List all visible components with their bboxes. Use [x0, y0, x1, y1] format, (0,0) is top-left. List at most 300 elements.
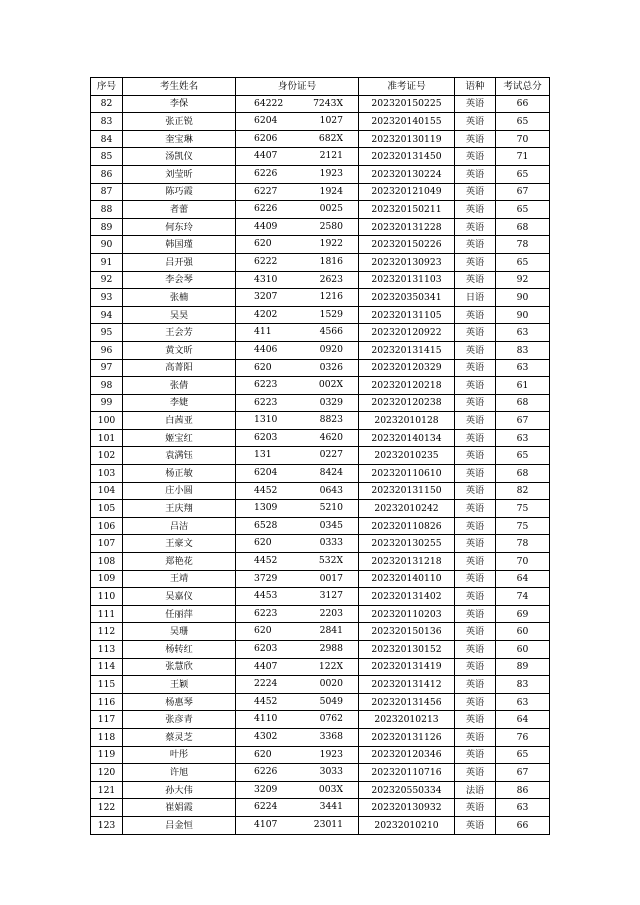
- cell-no: 123: [91, 816, 123, 834]
- cell-no: 88: [91, 201, 123, 219]
- table-row: [91, 553, 550, 571]
- cell-id: [236, 271, 359, 289]
- cell-score: 78: [496, 236, 550, 254]
- cell-no: 84: [91, 130, 123, 148]
- cell-score: 66: [496, 95, 550, 113]
- cell-name: 姬宝红: [123, 429, 236, 447]
- cell-no: 97: [91, 359, 123, 377]
- cell-lang: 英语: [455, 482, 496, 500]
- cell-lang: 英语: [455, 799, 496, 817]
- cell-name: 吕开强: [123, 253, 236, 271]
- cell-lang: 英语: [455, 218, 496, 236]
- table-row: [91, 95, 550, 113]
- id-visible-tail: 0762: [319, 713, 343, 725]
- cell-id: [236, 535, 359, 553]
- id-visible-head: 6227: [254, 185, 278, 197]
- id-visible-tail: 003X: [318, 783, 343, 795]
- id-visible-tail: 0920: [319, 343, 343, 355]
- cell-lang: 英语: [455, 816, 496, 834]
- cell-exam: 202320150136: [359, 623, 455, 641]
- cell-id: [236, 183, 359, 201]
- header-exam: 准考证号: [359, 78, 455, 96]
- id-visible-tail: 682X: [318, 132, 343, 144]
- cell-exam: 202320131228: [359, 218, 455, 236]
- cell-name: 李保: [123, 95, 236, 113]
- id-visible-tail: 8424: [319, 467, 343, 479]
- cell-score: 64: [496, 711, 550, 729]
- cell-name: 黄文昕: [123, 341, 236, 359]
- id-visible-tail: 002X: [318, 379, 343, 391]
- cell-exam: 202320131150: [359, 482, 455, 500]
- cell-score: 65: [496, 113, 550, 131]
- cell-lang: 英语: [455, 236, 496, 254]
- table-row: [91, 728, 550, 746]
- table-row: [91, 482, 550, 500]
- cell-name: 庄小圆: [123, 482, 236, 500]
- cell-exam: 202320131105: [359, 306, 455, 324]
- cell-lang: 英语: [455, 693, 496, 711]
- cell-no: 115: [91, 676, 123, 694]
- id-visible-head: 6206: [254, 132, 278, 144]
- cell-score: 69: [496, 605, 550, 623]
- id-visible-tail: 4566: [319, 326, 343, 338]
- cell-name: 杨正敏: [123, 465, 236, 483]
- cell-score: 71: [496, 148, 550, 166]
- cell-exam: 20232010235: [359, 447, 455, 465]
- cell-exam: 202320131450: [359, 148, 455, 166]
- id-visible-tail: 7243X: [313, 97, 343, 109]
- id-visible-tail: 1816: [319, 255, 343, 267]
- cell-id: [236, 289, 359, 307]
- cell-no: 111: [91, 605, 123, 623]
- cell-id: [236, 394, 359, 412]
- cell-no: 105: [91, 500, 123, 518]
- table-row: [91, 781, 550, 799]
- cell-no: 119: [91, 746, 123, 764]
- id-visible-tail: 2623: [319, 273, 343, 285]
- cell-name: 许旭: [123, 764, 236, 782]
- id-visible-head: 620: [254, 361, 272, 373]
- id-visible-head: 3729: [254, 572, 278, 584]
- id-visible-head: 4407: [254, 660, 278, 672]
- cell-no: 122: [91, 799, 123, 817]
- id-visible-head: 6204: [254, 467, 278, 479]
- id-visible-head: 4409: [254, 220, 278, 232]
- id-visible-tail: 5049: [319, 695, 343, 707]
- cell-score: 68: [496, 218, 550, 236]
- table-row: [91, 535, 550, 553]
- cell-id: [236, 500, 359, 518]
- cell-name: 杨转红: [123, 641, 236, 659]
- table-row: [91, 447, 550, 465]
- cell-no: 90: [91, 236, 123, 254]
- cell-no: 87: [91, 183, 123, 201]
- cell-exam: 202320110610: [359, 465, 455, 483]
- header-score: 考试总分: [496, 78, 550, 96]
- cell-exam: 202320130119: [359, 130, 455, 148]
- cell-no: 82: [91, 95, 123, 113]
- cell-score: 63: [496, 324, 550, 342]
- cell-no: 117: [91, 711, 123, 729]
- cell-name: 王靖: [123, 570, 236, 588]
- header-lang: 语种: [455, 78, 496, 96]
- cell-no: 107: [91, 535, 123, 553]
- cell-score: 90: [496, 306, 550, 324]
- id-visible-head: 1310: [254, 414, 278, 426]
- cell-lang: 英语: [455, 165, 496, 183]
- cell-score: 67: [496, 412, 550, 430]
- id-visible-head: 6203: [254, 431, 278, 443]
- id-visible-tail: 0643: [319, 484, 343, 496]
- id-visible-tail: 2203: [319, 607, 343, 619]
- cell-no: 94: [91, 306, 123, 324]
- cell-lang: 英语: [455, 465, 496, 483]
- cell-no: 92: [91, 271, 123, 289]
- cell-exam: 202320130255: [359, 535, 455, 553]
- id-visible-head: 4406: [254, 343, 278, 355]
- cell-exam: 202320130152: [359, 641, 455, 659]
- cell-lang: 英语: [455, 553, 496, 571]
- table-row: [91, 623, 550, 641]
- cell-id: [236, 764, 359, 782]
- id-visible-tail: 0326: [319, 361, 343, 373]
- table-row: [91, 500, 550, 518]
- id-visible-tail: 0345: [319, 519, 343, 531]
- cell-no: 100: [91, 412, 123, 430]
- id-visible-tail: 0333: [319, 537, 343, 549]
- cell-exam: 202320120218: [359, 377, 455, 395]
- cell-lang: 英语: [455, 728, 496, 746]
- cell-id: [236, 306, 359, 324]
- cell-lang: 英语: [455, 764, 496, 782]
- id-visible-tail: 1529: [319, 308, 343, 320]
- cell-lang: 英语: [455, 570, 496, 588]
- cell-no: 102: [91, 447, 123, 465]
- cell-exam: 202320120922: [359, 324, 455, 342]
- id-visible-tail: 1922: [319, 238, 343, 250]
- cell-name: 奎宝琳: [123, 130, 236, 148]
- table-row: [91, 218, 550, 236]
- cell-score: 78: [496, 535, 550, 553]
- cell-id: [236, 517, 359, 535]
- table-row: [91, 676, 550, 694]
- cell-exam: 202320131218: [359, 553, 455, 571]
- cell-no: 104: [91, 482, 123, 500]
- cell-id: [236, 588, 359, 606]
- cell-lang: 英语: [455, 95, 496, 113]
- cell-no: 89: [91, 218, 123, 236]
- table-row: [91, 183, 550, 201]
- cell-lang: 英语: [455, 377, 496, 395]
- cell-exam: 202320131419: [359, 658, 455, 676]
- table-row: [91, 816, 550, 834]
- cell-exam: 202320131103: [359, 271, 455, 289]
- cell-name: 张倩: [123, 377, 236, 395]
- cell-id: [236, 658, 359, 676]
- cell-score: 75: [496, 500, 550, 518]
- table-row: [91, 764, 550, 782]
- id-visible-tail: 1216: [319, 291, 343, 303]
- id-visible-tail: 3441: [319, 801, 343, 813]
- cell-exam: 202320140110: [359, 570, 455, 588]
- header-no: 序号: [91, 78, 123, 96]
- cell-name: 袁满钰: [123, 447, 236, 465]
- cell-no: 109: [91, 570, 123, 588]
- cell-score: 83: [496, 341, 550, 359]
- cell-score: 76: [496, 728, 550, 746]
- cell-id: [236, 641, 359, 659]
- id-visible-tail: 5210: [319, 502, 343, 514]
- cell-score: 74: [496, 588, 550, 606]
- table-row: [91, 236, 550, 254]
- id-visible-tail: 2841: [319, 625, 343, 637]
- cell-id: [236, 693, 359, 711]
- table-row: [91, 130, 550, 148]
- cell-lang: 英语: [455, 324, 496, 342]
- cell-name: 孙大伟: [123, 781, 236, 799]
- cell-name: 李会琴: [123, 271, 236, 289]
- table-row: [91, 341, 550, 359]
- id-visible-head: 6203: [254, 643, 278, 654]
- cell-score: 68: [496, 465, 550, 483]
- cell-score: 64: [496, 570, 550, 588]
- id-visible-tail: 4620: [319, 431, 343, 443]
- cell-name: 王颖: [123, 676, 236, 694]
- cell-id: [236, 113, 359, 131]
- id-visible-tail: 3033: [319, 766, 343, 778]
- cell-lang: 英语: [455, 517, 496, 535]
- cell-no: 120: [91, 764, 123, 782]
- table-row: [91, 306, 550, 324]
- cell-id: [236, 377, 359, 395]
- cell-no: 108: [91, 553, 123, 571]
- cell-name: 叶彤: [123, 746, 236, 764]
- cell-lang: 英语: [455, 271, 496, 289]
- cell-id: [236, 218, 359, 236]
- table-row: [91, 394, 550, 412]
- cell-id: [236, 447, 359, 465]
- cell-name: 张楠: [123, 289, 236, 307]
- cell-name: 王会芳: [123, 324, 236, 342]
- cell-score: 65: [496, 447, 550, 465]
- cell-lang: 英语: [455, 746, 496, 764]
- cell-lang: 英语: [455, 641, 496, 659]
- cell-name: 吴昊: [123, 306, 236, 324]
- cell-id: [236, 728, 359, 746]
- table-row: [91, 711, 550, 729]
- cell-name: 郑艳花: [123, 553, 236, 571]
- cell-score: 70: [496, 130, 550, 148]
- cell-name: 韩国瑾: [123, 236, 236, 254]
- cell-exam: 202320131456: [359, 693, 455, 711]
- table-row: [91, 517, 550, 535]
- cell-score: 61: [496, 377, 550, 395]
- cell-score: 83: [496, 676, 550, 694]
- cell-exam: 20232010210: [359, 816, 455, 834]
- id-visible-head: 6226: [254, 766, 278, 778]
- id-visible-tail: 1924: [319, 185, 343, 197]
- cell-no: 113: [91, 641, 123, 659]
- cell-id: [236, 465, 359, 483]
- header-name: 考生姓名: [123, 78, 236, 96]
- cell-exam: 202320130932: [359, 799, 455, 817]
- cell-exam: 202320110826: [359, 517, 455, 535]
- cell-name: 刘莹昕: [123, 165, 236, 183]
- id-visible-tail: 1923: [319, 167, 343, 179]
- id-visible-tail: 2121: [319, 150, 343, 162]
- id-visible-head: 64222: [254, 97, 284, 109]
- cell-id: [236, 605, 359, 623]
- id-visible-tail: 122X: [318, 660, 343, 672]
- cell-no: 99: [91, 394, 123, 412]
- id-visible-head: 6204: [254, 115, 278, 127]
- id-visible-head: 4310: [254, 273, 278, 285]
- cell-exam: 202320131126: [359, 728, 455, 746]
- cell-exam: 202320110716: [359, 764, 455, 782]
- id-visible-head: 6226: [254, 203, 278, 215]
- cell-lang: 英语: [455, 588, 496, 606]
- cell-name: 张彦青: [123, 711, 236, 729]
- cell-exam: 202320150225: [359, 95, 455, 113]
- cell-id: [236, 781, 359, 799]
- cell-id: [236, 95, 359, 113]
- cell-exam: 202320120238: [359, 394, 455, 412]
- id-visible-tail: 0025: [319, 203, 343, 215]
- id-visible-head: 4302: [254, 730, 278, 742]
- cell-exam: 202320130224: [359, 165, 455, 183]
- cell-id: [236, 816, 359, 834]
- cell-exam: 202320120329: [359, 359, 455, 377]
- cell-no: 118: [91, 728, 123, 746]
- id-visible-head: 3209: [254, 783, 278, 795]
- cell-no: 101: [91, 429, 123, 447]
- cell-score: 65: [496, 201, 550, 219]
- cell-id: [236, 553, 359, 571]
- id-visible-head: 6223: [254, 607, 278, 619]
- cell-score: 60: [496, 623, 550, 641]
- cell-exam: 202320150211: [359, 201, 455, 219]
- table-row: [91, 570, 550, 588]
- cell-no: 85: [91, 148, 123, 166]
- cell-lang: 英语: [455, 341, 496, 359]
- cell-exam: 20232010128: [359, 412, 455, 430]
- cell-id: [236, 341, 359, 359]
- id-visible-tail: 2988: [319, 643, 343, 654]
- table-row: [91, 799, 550, 817]
- table-row: [91, 324, 550, 342]
- table-row: [91, 148, 550, 166]
- cell-score: 89: [496, 658, 550, 676]
- cell-lang: 英语: [455, 623, 496, 641]
- cell-name: 吕金恒: [123, 816, 236, 834]
- cell-name: 汤凯仪: [123, 148, 236, 166]
- cell-score: 63: [496, 359, 550, 377]
- cell-exam: 202320120346: [359, 746, 455, 764]
- table-row: [91, 658, 550, 676]
- header-id: 身份证号: [236, 78, 359, 96]
- cell-exam: 20232010213: [359, 711, 455, 729]
- score-table: [90, 77, 550, 835]
- cell-score: 63: [496, 799, 550, 817]
- cell-lang: 英语: [455, 535, 496, 553]
- cell-name: 吕洁: [123, 517, 236, 535]
- id-visible-head: 620: [254, 537, 272, 549]
- cell-id: [236, 746, 359, 764]
- cell-exam: 202320131412: [359, 676, 455, 694]
- cell-lang: 英语: [455, 429, 496, 447]
- cell-exam: 202320110203: [359, 605, 455, 623]
- cell-exam: 202320350341: [359, 289, 455, 307]
- cell-score: 65: [496, 165, 550, 183]
- cell-no: 93: [91, 289, 123, 307]
- cell-lang: 英语: [455, 412, 496, 430]
- id-visible-head: 1309: [254, 502, 278, 514]
- cell-name: 者蕾: [123, 201, 236, 219]
- id-visible-tail: 532X: [318, 555, 343, 567]
- table-row: [91, 465, 550, 483]
- cell-score: 86: [496, 781, 550, 799]
- table-row: [91, 605, 550, 623]
- cell-exam: 202320131402: [359, 588, 455, 606]
- cell-lang: 英语: [455, 359, 496, 377]
- cell-name: 吴珊: [123, 623, 236, 641]
- cell-lang: 英语: [455, 130, 496, 148]
- cell-no: 95: [91, 324, 123, 342]
- id-visible-tail: 0020: [319, 678, 343, 690]
- id-visible-head: 4453: [254, 590, 278, 602]
- cell-score: 68: [496, 394, 550, 412]
- cell-exam: 202320550334: [359, 781, 455, 799]
- cell-name: 何东玲: [123, 218, 236, 236]
- cell-no: 112: [91, 623, 123, 641]
- table-row: [91, 588, 550, 606]
- table-row: [91, 377, 550, 395]
- table-row: [91, 641, 550, 659]
- id-visible-tail: 2580: [319, 220, 343, 232]
- cell-score: 67: [496, 183, 550, 201]
- cell-lang: 英语: [455, 253, 496, 271]
- cell-score: 92: [496, 271, 550, 289]
- cell-score: 63: [496, 429, 550, 447]
- table-row: [91, 429, 550, 447]
- cell-id: [236, 482, 359, 500]
- cell-id: [236, 429, 359, 447]
- id-visible-head: 620: [254, 748, 272, 760]
- cell-name: 吴嘉仪: [123, 588, 236, 606]
- cell-name: 张慧欣: [123, 658, 236, 676]
- cell-id: [236, 359, 359, 377]
- cell-score: 70: [496, 553, 550, 571]
- cell-lang: 英语: [455, 306, 496, 324]
- cell-id: [236, 799, 359, 817]
- cell-id: [236, 412, 359, 430]
- cell-lang: 法语: [455, 781, 496, 799]
- id-visible-tail: 0017: [319, 572, 343, 584]
- cell-lang: 英语: [455, 113, 496, 131]
- id-visible-head: 6223: [254, 396, 278, 408]
- cell-exam: 202320130923: [359, 253, 455, 271]
- cell-id: [236, 165, 359, 183]
- cell-exam: 20232010242: [359, 500, 455, 518]
- cell-id: [236, 253, 359, 271]
- cell-no: 98: [91, 377, 123, 395]
- cell-score: 75: [496, 517, 550, 535]
- table-row: [91, 412, 550, 430]
- cell-name: 陈巧霞: [123, 183, 236, 201]
- cell-lang: 英语: [455, 394, 496, 412]
- id-visible-tail: 3127: [319, 590, 343, 602]
- table-row: [91, 271, 550, 289]
